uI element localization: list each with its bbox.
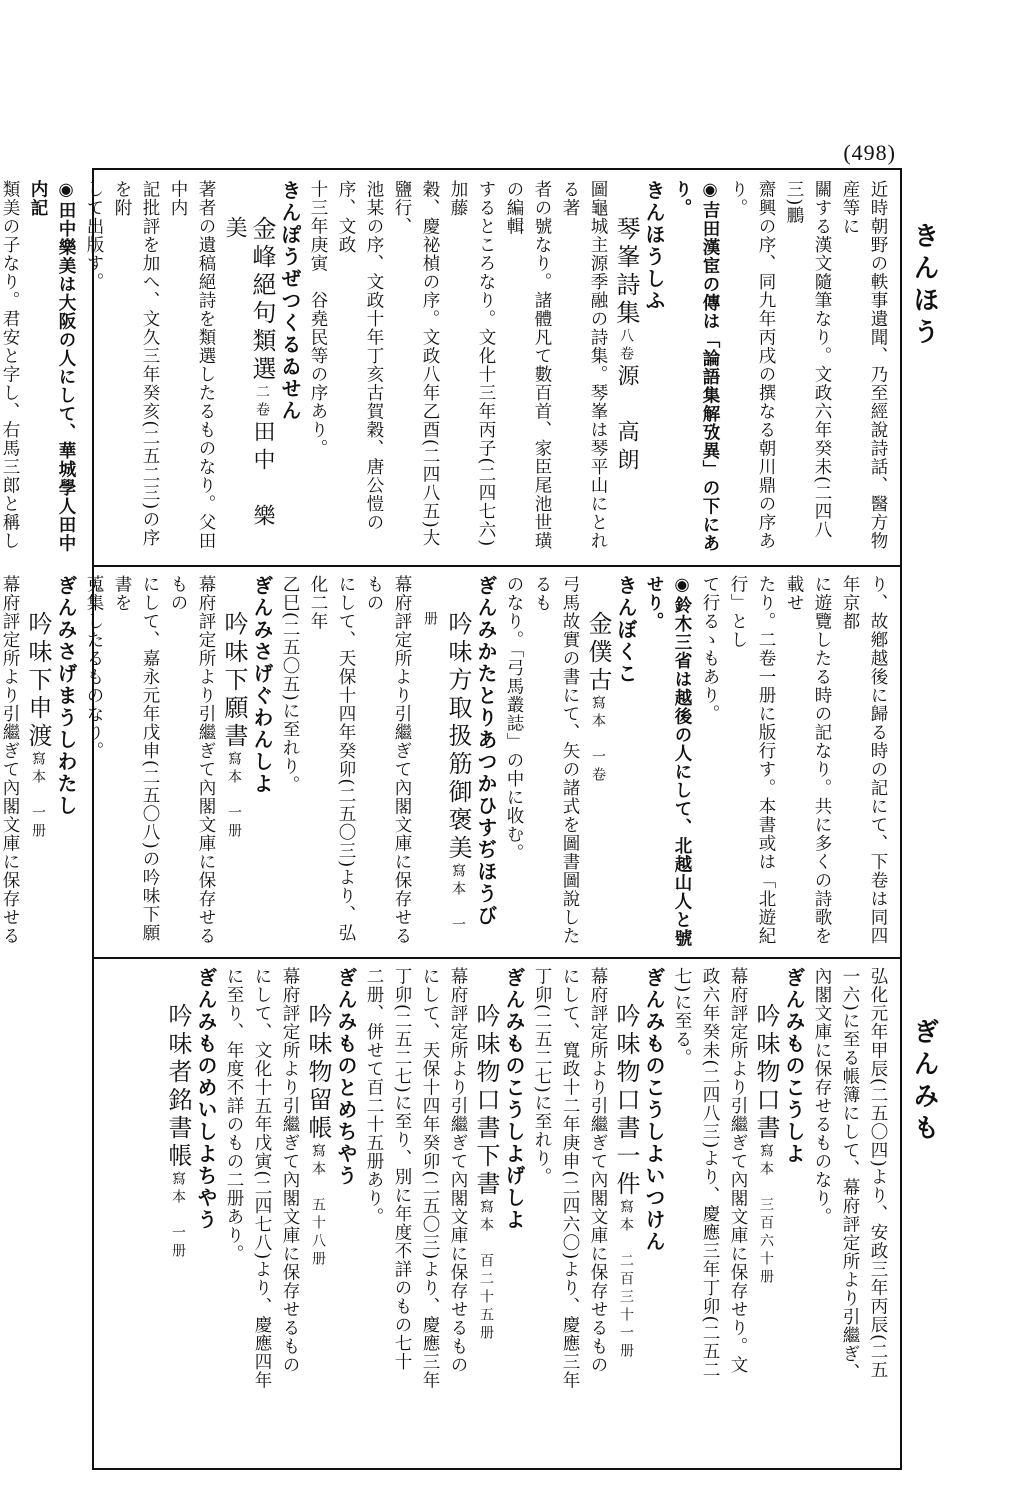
- entry-title: 吟味物口書一件: [612, 1003, 640, 1199]
- text-line: 幕府評定所より引繼ぎて內閣文庫に保存せる: [0, 575, 20, 945]
- entry-heading: [584, 575, 612, 950]
- entry-title: 吟味物口書下書: [472, 1003, 500, 1199]
- band-divider-1: [92, 565, 902, 567]
- text-line: 者の號なり。諸體凡て數百首、家臣尾池世璜の編輯: [504, 180, 552, 550]
- entry-heading: [472, 967, 500, 1462]
- text-line: にして、文化十五年戊寅(二四七八)より、慶應四年: [252, 967, 272, 1390]
- text-line: ◉吉田漢宦の傳は「論語集解攷異」の下にあり。: [672, 180, 720, 553]
- text-line: 幕府評定所より引繼ぎて內閣文庫に保存せるもの: [448, 967, 468, 1374]
- entry-reading: ぎんみものこうしよげしよ: [502, 967, 526, 1231]
- entry-heading: [164, 967, 192, 1462]
- text-line: 幕府評定所より引繼ぎて內閣文庫に保存せるもの: [364, 575, 412, 945]
- text-line: 幕府評定所より引繼ぎて內閣文庫に保存せるもの: [168, 575, 216, 945]
- entry-reading: ぎんみさげぐわんしよ: [250, 575, 274, 795]
- text-line: 類美の子なり。君安と字し、右馬三郎と稱し: [0, 180, 20, 550]
- entry-reading: ぎんみかたとりあつかひすぢほうび: [474, 575, 498, 927]
- entry-reading: ぎんみものこうしよいつけん: [642, 967, 666, 1253]
- text-line: 丁卯(二五二七)に至り、別に年度不詳のもの七十: [392, 967, 412, 1372]
- band-divider-2: [92, 957, 902, 959]
- text-line: 幕府評定所より引繼ぎて內閣文庫に保存せり。文: [728, 967, 748, 1374]
- text-line: り、故鄕越後に歸る時の記にて、下卷は同四年京都: [840, 575, 888, 945]
- entry-volumes: 寫本 一册: [170, 1171, 186, 1261]
- entry-volumes: 二卷: [254, 384, 270, 420]
- text-line: して出版す。: [84, 180, 104, 291]
- text-line: 蒐集したるものなり。: [84, 575, 104, 760]
- entry-volumes: 寫本 一册: [30, 751, 46, 841]
- text-line: 近時朝野の軼事遺聞、乃至經說詩話、醫方物産等に: [840, 180, 888, 550]
- text-line: するところなり。文化十三年丙子(二四七六)加藤: [448, 180, 496, 548]
- text-line: 七)に至る。: [672, 967, 692, 1068]
- entry-volumes: 寫本 三百六十册: [758, 1143, 774, 1287]
- text-line: 圖龜城主源季融の詩集。琴峯は琴平山にとれる著: [560, 180, 608, 550]
- text-line: たり。二卷一册に版行す。本書或は「北遊紀行」とし: [728, 575, 776, 945]
- text-line: にして、寬政十二年庚申(二四六〇)より、慶應三年: [560, 967, 580, 1390]
- entry-heading: [612, 180, 640, 558]
- entry-volumes: 寫本 一卷: [590, 695, 606, 785]
- text-line: ◉田中樂美は大阪の人にして、華城學人田中内記: [28, 180, 76, 553]
- entry-heading: [416, 575, 472, 950]
- entry-title: 金峰絕句類選: [248, 216, 276, 384]
- entry-reading: きんぽうぜつくるゐせん: [278, 180, 302, 422]
- page-number: (498): [843, 140, 896, 165]
- text-line: に遊覽したる時の記なり。共に多くの詩歌を載せ: [784, 575, 832, 945]
- entry-title: 吟味者銘書帳: [164, 1003, 192, 1171]
- entry-title: 琴峯詩集: [612, 216, 640, 328]
- entry-volumes: 寫本 二百三十一册: [618, 1199, 634, 1361]
- text-line: 內閣文庫に保存せるものなり。: [812, 967, 832, 1226]
- entry-title: 吟味下願書: [220, 611, 248, 751]
- entry-title: 吟味物口書: [752, 1003, 780, 1143]
- entry-author: 田中 樂美: [222, 216, 275, 532]
- running-head-bottom: ぎんみも: [909, 1018, 939, 1146]
- text-line: 一六)に至る帳簿にして、幕府評定所より引繼ぎ、: [840, 967, 860, 1382]
- entry-reading: ぎんみものめいしよちやう: [194, 967, 218, 1231]
- text-line: 幕府評定所より引繼ぎて內閣文庫に保存せるもの: [588, 967, 608, 1374]
- running-head-top: きんほう: [909, 222, 939, 350]
- text-line: 關する漢文隨筆なり。文政六年癸未(二四八三)鵬: [784, 180, 832, 540]
- text-line: 齋興の序、同九年丙戌の撰なる朝川鼎の序あり。: [728, 180, 776, 550]
- entry-author: 源 高朗: [614, 364, 639, 476]
- text-line: て行るゝもあり。: [700, 575, 720, 723]
- band-top: [0, 180, 892, 558]
- entry-reading: ぎんみさげまうしわたし: [54, 575, 78, 817]
- entry-heading: [24, 575, 52, 950]
- entry-reading: ぎんみものこうしよ: [782, 967, 806, 1165]
- text-line: 弓馬故實の書にて、矢の諸式を圖書圖說したるも: [532, 575, 580, 945]
- text-line: ◉鈴木三省は越後の人にして、北越山人と號せり。: [644, 575, 692, 948]
- text-line: 弘化元年甲辰(二五〇四)より、安政三年丙辰(二五: [868, 967, 888, 1379]
- entry-title: 吟味物留帳: [304, 1003, 332, 1143]
- text-line: 政六年癸未(二四八三)より、慶應三年丁卯(二五二: [700, 967, 720, 1379]
- text-line: 著者の遺稿絕詩を類選したるものなり。父田中内: [168, 180, 216, 550]
- entry-reading: ぎんみものとめちやう: [334, 967, 358, 1187]
- entry-reading: きんほうしふ: [642, 180, 666, 312]
- text-line: 丁卯(二五二七)に至れり。: [532, 967, 552, 1187]
- band-middle: [0, 575, 892, 950]
- entry-title: 吟味下申渡: [24, 611, 52, 751]
- text-line: 二册、併せて百二十五册あり。: [364, 967, 384, 1226]
- text-line: に至り、年度不詳のもの二册あり。: [224, 967, 244, 1263]
- entry-heading: [220, 180, 276, 558]
- entry-volumes: 八卷: [618, 328, 634, 364]
- text-line: にして、嘉永元年戊申(二五〇八)の吟味下願書を: [112, 575, 160, 943]
- text-line: 池某の序、文政十年丁亥古賀穀、唐公愷の序、文政: [336, 180, 384, 532]
- text-line: 十三年庚寅 谷堯民等の序あり。: [308, 180, 328, 458]
- entry-volumes: 寫本 一册: [226, 751, 242, 841]
- text-line: 記批評を加へ、文久三年癸亥(二五二三)の序を附: [112, 180, 160, 548]
- text-line: のなり。「弓馬叢誌」の中に收む。: [504, 575, 524, 863]
- text-line: にして、天保十四年癸卯(二五〇三)より、弘化二年: [308, 575, 356, 943]
- text-line: にして、天保十四年癸卯(二五〇三)より、慶應三年: [420, 967, 440, 1390]
- entry-heading: [612, 967, 640, 1462]
- entry-heading: [752, 967, 780, 1462]
- entry-title: 吟味方取扱筋御褒美: [444, 611, 472, 863]
- band-bottom: [100, 967, 892, 1462]
- entry-volumes: 寫本 百二十五册: [478, 1199, 494, 1343]
- entry-volumes: 寫本 五十八册: [310, 1143, 326, 1269]
- text-line: 幕府評定所より引繼ぎて內閣文庫に保存せるもの: [280, 967, 300, 1374]
- entry-title: 金僕古: [584, 611, 612, 695]
- entry-heading: [220, 575, 248, 950]
- text-line: 乙巳(二五〇五)に至れり。: [280, 575, 300, 795]
- entry-volumes: 寫本 一册: [422, 611, 466, 935]
- entry-reading: きんぼくこ: [614, 575, 638, 685]
- entry-heading: [304, 967, 332, 1462]
- text-line: 穀、慶祕楨の序。文政八年乙酉(二四八五)大鹽行、: [392, 180, 440, 548]
